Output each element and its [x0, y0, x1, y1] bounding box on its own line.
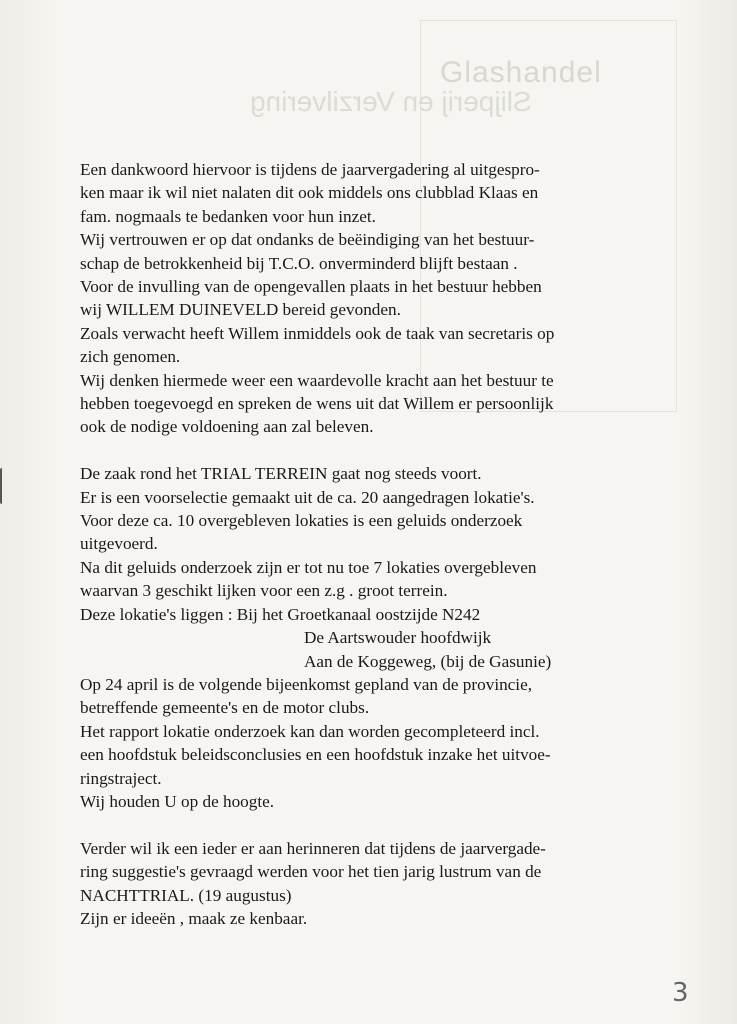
text-line: Deze lokatie's liggen : Bij het Groetkanaal oostzijde N242 — [80, 604, 481, 624]
text-line: Voor de invulling van de opengevallen plaats in het bestuur hebben — [80, 277, 542, 297]
text-line: Wij denken hiermede weer een waardevolle kracht aan het bestuur te — [80, 370, 554, 390]
text-line: ringstraject. — [80, 768, 162, 788]
text-line: Verder wil ik een ieder er aan herinneren dat tijdens de jaarvergade- — [80, 838, 546, 858]
text-line: Wij houden U op de hoogte. — [80, 791, 275, 811]
text-line: ring suggestie's gevraagd werden voor het tien jarig lustrum van de — [80, 862, 542, 882]
text-line: Zijn er ideeën , maak ze kenbaar. — [80, 908, 308, 928]
text-line: Een dankwoord hiervoor is tijdens de jaarvergadering al uitgespro- — [80, 160, 540, 179]
letter-body — [80, 158, 690, 930]
text-line: een hoofdstuk beleidsconclusies en een hoofdstuk inzake het uitvoe- — [80, 745, 551, 765]
text-line: De zaak rond het TRIAL TERREIN gaat nog steeds voort. — [80, 464, 482, 484]
paragraph-gap — [80, 439, 690, 462]
showthrough-subtitle: Slijperij en Verzilvering — [250, 86, 532, 117]
text-line: wij WILLEM DUINEVELD bereid gevonden. — [80, 300, 401, 320]
text-line: betreffende gemeente's en de motor clubs. — [80, 698, 370, 718]
showthrough-title: Glashandel — [440, 56, 602, 89]
text-line: Wij vertrouwen er op dat ondanks de beëindiging van het bestuur- — [80, 230, 535, 250]
location-item: Aan de Koggeweg, (bij de Gasunie) — [304, 651, 552, 671]
paragraph-thanks — [80, 158, 690, 439]
paragraph-lustrum — [80, 837, 690, 931]
text-line: ken maar ik wil niet nalaten dit ook middels ons clubblad Klaas en — [80, 183, 539, 203]
text-line: uitgevoerd. — [80, 534, 158, 554]
text-line: Zoals verwacht heeft Willem inmiddels ook de taak van secretaris op — [80, 323, 555, 343]
location-item: De Aartswouder hoofdwijk — [304, 628, 492, 648]
text-line: waarvan 3 geschikt lijken voor een z.g . groot terrein. — [80, 581, 448, 601]
text-line: zich genomen. — [80, 347, 181, 367]
paragraph-trial-terrain — [80, 462, 690, 673]
text-line: schap de betrokkenheid bij T.C.O. onverminderd blijft bestaan . — [80, 253, 518, 273]
paragraph-meeting — [80, 673, 690, 813]
text-line: Op 24 april is de volgende bijeenkomst gepland van de provincie, — [80, 674, 533, 694]
binding-mark — [0, 468, 6, 504]
text-line: Voor deze ca. 10 overgebleven lokaties is een geluids onderzoek — [80, 511, 523, 531]
paragraph-gap — [80, 813, 690, 836]
text-line: hebben toegevoegd en spreken de wens uit dat Willem er persoonlijk — [80, 394, 554, 414]
text-line: fam. nogmaals te bedanken voor hun inzet. — [80, 206, 376, 226]
text-line: Er is een voorselectie gemaakt uit de ca. 20 aangedragen lokatie's. — [80, 487, 535, 507]
text-line: Na dit geluids onderzoek zijn er tot nu toe 7 lokaties overgebleven — [80, 557, 537, 577]
text-line: ook de nodige voldoening aan zal beleven. — [80, 417, 374, 437]
text-line: NACHTTRIAL. (19 augustus) — [80, 885, 292, 905]
page-number: 3 — [672, 978, 689, 1008]
text-line: Het rapport lokatie onderzoek kan dan worden gecompleteerd incl. — [80, 721, 540, 741]
